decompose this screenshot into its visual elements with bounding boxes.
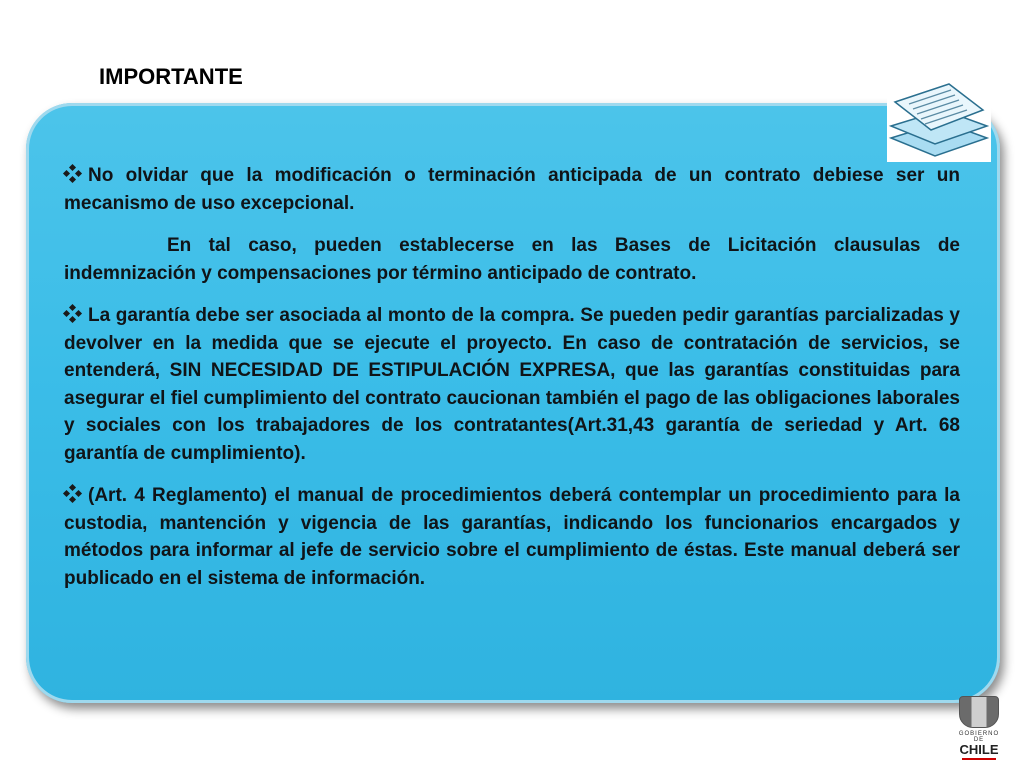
paragraph-3 [64, 302, 960, 467]
page-title: IMPORTANTE [99, 64, 243, 89]
logo-underline [962, 758, 996, 760]
paragraph-1 [64, 162, 960, 217]
paragraph-2 [64, 232, 960, 287]
coat-of-arms-icon [959, 696, 999, 728]
logo-top-text: GOBIERNO DE [958, 731, 1000, 743]
four-diamond-bullet-icon [64, 165, 82, 183]
paragraph-1-text: No olvidar que la modificación o terminación anticipada de un contrato debiese ser un mecanismo de uso excepcional. [64, 165, 960, 214]
gobierno-de-chile-logo [953, 696, 1005, 760]
four-diamond-bullet-icon [64, 305, 82, 323]
logo-main-text: CHILE [959, 742, 999, 757]
paragraph-4-text: (Art. 4 Reglamento) el manual de procedimientos deberá contemplar un procedimiento para la custodia, mantención y vigencia de las garantías, indicando los funcionarios encargados y métodos para informar al jefe de servicio sobre el cumplimiento de éstas. Este manual deberá ser publicado en el sistema de información. [64, 485, 960, 589]
four-diamond-bullet-icon [64, 485, 82, 503]
paragraph-2-text: En tal caso, pueden establecerse en las Bases de Licitación clausulas de indemnización y compensaciones por término anticipado de contrato. [64, 235, 960, 284]
paragraph-4 [64, 482, 960, 592]
stacked-documents-icon [887, 80, 991, 162]
content-text [64, 162, 960, 592]
paragraph-3-text: La garantía debe ser asociada al monto de la compra. Se pueden pedir garantías parcializadas y devolver en la medida que se ejecute el proyecto. En caso de contratación de servicios, se entenderá, SIN NECESIDAD DE ESTIPULACIÓN EXPRESA, que las garantías constituidas para asegurar el fiel cumplimiento del contrato caucionan también el pago de las obligaciones laborales y sociales con los trabajadores de los contratantes(Art.31,43 garantía de seriedad y Art. 68 garantía de cumplimiento). [64, 305, 960, 464]
